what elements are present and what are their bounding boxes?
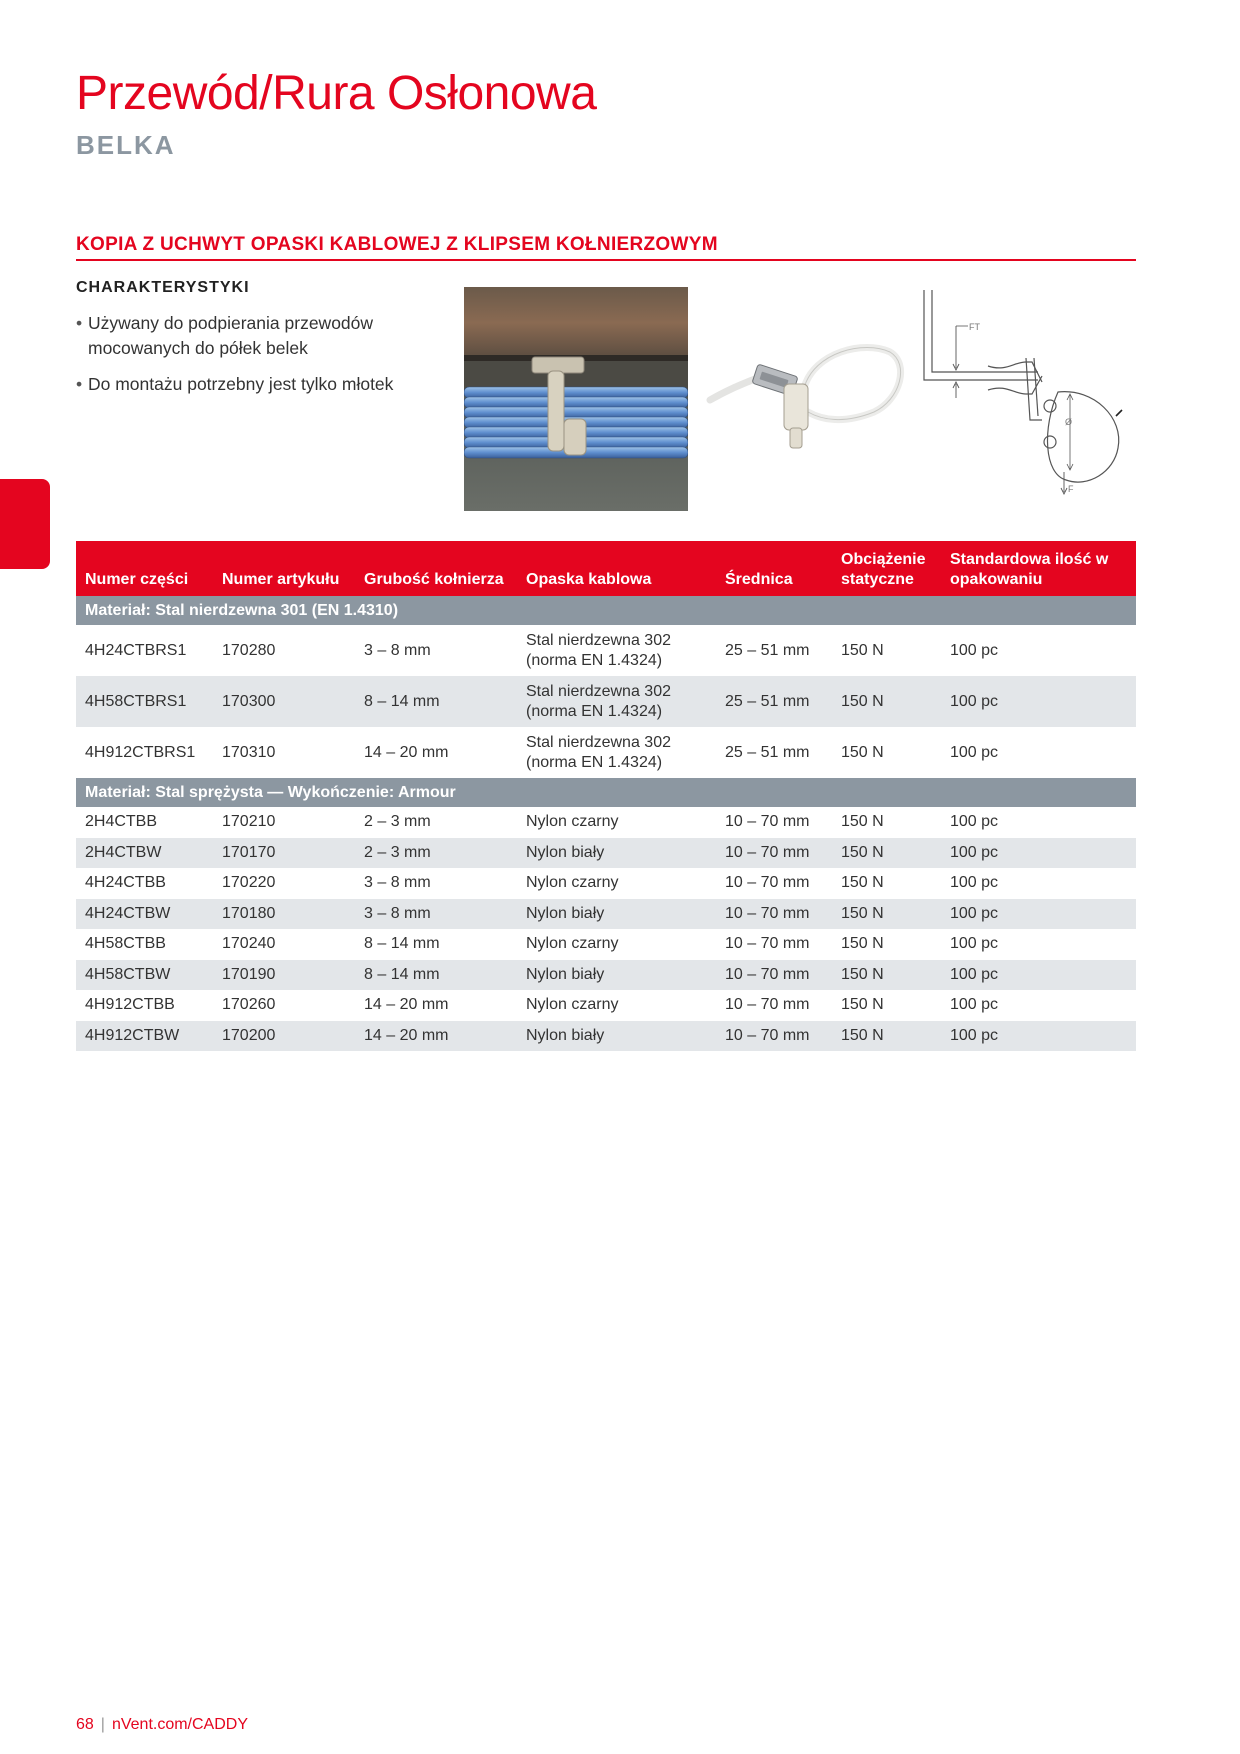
header-standard-quantity: Standardowa ilość w opakowaniu <box>941 541 1136 596</box>
cell-part-number: 4H24CTBRS1 <box>85 641 187 659</box>
group-label: Materiał: Stal nierdzewna 301 (EN 1.4310) <box>76 596 1136 625</box>
spec-table <box>76 541 1136 1051</box>
cell-static-load: 150 N <box>832 899 941 930</box>
cell-flange-thickness: 3 – 8 mm <box>364 641 431 659</box>
table-row <box>76 727 1136 778</box>
cell-article-number: 170240 <box>222 935 276 953</box>
cell-part-number: 4H58CTBB <box>85 935 166 953</box>
cell-static-load: 150 N <box>832 676 941 727</box>
cell-article-number: 170180 <box>213 899 355 930</box>
cell-flange-thickness: 3 – 8 mm <box>364 874 431 892</box>
cell-article-number: 170200 <box>213 1021 355 1052</box>
cell-diameter: 10 – 70 mm <box>716 899 832 930</box>
cell-flange-thickness: 14 – 20 mm <box>355 1021 517 1052</box>
table-row <box>76 899 1136 930</box>
cell-part-number: 4H58CTBW <box>76 960 213 991</box>
header-flange-thickness: Grubość kołnierza <box>355 541 517 596</box>
header-article-number: Numer artykułu <box>213 541 355 596</box>
cell-diameter: 25 – 51 mm <box>725 743 810 761</box>
features-list <box>76 311 436 408</box>
table-group-row <box>76 596 1136 625</box>
cell-static-load: 150 N <box>841 874 884 892</box>
cell-cable-tie: Nylon biały <box>517 960 716 991</box>
cell-flange-thickness: 2 – 3 mm <box>364 813 431 831</box>
page-footer <box>76 1716 248 1734</box>
diagram-label-ft: FT <box>969 322 980 332</box>
cell-flange-thickness: 8 – 14 mm <box>355 676 517 727</box>
cell-quantity: 100 pc <box>941 838 1136 869</box>
cell-cable-tie: Stal nierdzewna 302 (norma EN 1.4324) <box>526 733 671 771</box>
cell-cable-tie: Nylon biały <box>517 899 716 930</box>
product-image <box>704 342 906 467</box>
table-row <box>76 929 1136 960</box>
table-row <box>76 960 1136 991</box>
feature-item: • Do montażu potrzebny jest tylko młotek <box>76 372 436 397</box>
cell-static-load: 150 N <box>832 960 941 991</box>
table-row <box>76 625 1136 676</box>
cell-article-number: 170190 <box>213 960 355 991</box>
cell-diameter: 10 – 70 mm <box>725 813 810 831</box>
cell-article-number: 170210 <box>222 813 276 831</box>
cell-static-load: 150 N <box>841 641 884 659</box>
cell-flange-thickness: 14 – 20 mm <box>364 743 449 761</box>
cell-part-number: 4H912CTBRS1 <box>85 743 196 761</box>
page-number: 68 <box>76 1716 94 1733</box>
diagram-label-diameter: Ø <box>1065 417 1073 427</box>
cell-diameter: 10 – 70 mm <box>716 1021 832 1052</box>
cell-part-number: 4H24CTBB <box>85 874 166 892</box>
cell-quantity: 100 pc <box>941 899 1136 930</box>
table-row <box>76 676 1136 727</box>
cell-article-number: 170260 <box>222 996 276 1014</box>
cell-static-load: 150 N <box>832 1021 941 1052</box>
cell-quantity: 100 pc <box>950 743 999 761</box>
feature-item: • Używany do podpierania przewodów mocowanych do półek belek <box>76 311 436 361</box>
cell-cable-tie: Nylon czarny <box>526 935 619 953</box>
cell-quantity: 100 pc <box>950 874 999 892</box>
cell-quantity: 100 pc <box>941 676 1136 727</box>
footer-link[interactable]: nVent.com/CADDY <box>111 1716 249 1733</box>
diagram-label-f: F <box>1068 484 1074 494</box>
cell-static-load: 150 N <box>841 996 884 1014</box>
cell-diameter: 10 – 70 mm <box>716 838 832 869</box>
section-title: KOPIA Z UCHWYT OPASKI KABLOWEJ Z KLIPSEM KOŁNIERZOWYM <box>76 234 718 255</box>
cell-diameter: 10 – 70 mm <box>716 960 832 991</box>
table-row <box>76 1021 1136 1052</box>
cell-diameter: 10 – 70 mm <box>725 874 810 892</box>
cell-flange-thickness: 8 – 14 mm <box>364 935 440 953</box>
cell-cable-tie: Stal nierdzewna 302 (norma EN 1.4324) <box>517 676 716 727</box>
cell-part-number: 2H4CTBB <box>85 813 158 831</box>
cell-part-number: 4H24CTBW <box>76 899 213 930</box>
installation-photo <box>464 287 688 511</box>
group-label: Materiał: Stal sprężysta — Wykończenie: Armour <box>76 778 1136 807</box>
header-static-load: Obciążenie statyczne <box>832 541 941 596</box>
table-row <box>76 838 1136 869</box>
cell-static-load: 150 N <box>832 838 941 869</box>
cell-static-load: 150 N <box>841 813 884 831</box>
cell-article-number: 170280 <box>222 641 276 659</box>
side-tab-marker <box>0 479 50 569</box>
cell-cable-tie: Nylon czarny <box>526 874 619 892</box>
table-group-row <box>76 778 1136 807</box>
cell-flange-thickness: 2 – 3 mm <box>355 838 517 869</box>
cell-article-number: 170220 <box>222 874 276 892</box>
cell-static-load: 150 N <box>841 935 884 953</box>
cell-quantity: 100 pc <box>941 960 1136 991</box>
cell-article-number: 170310 <box>222 743 276 761</box>
cell-diameter: 25 – 51 mm <box>725 641 810 659</box>
cell-quantity: 100 pc <box>950 813 999 831</box>
technical-diagram <box>918 288 1138 508</box>
cell-quantity: 100 pc <box>950 935 999 953</box>
section-divider <box>76 259 1136 261</box>
footer-separator: | <box>100 1716 105 1733</box>
table-row <box>76 868 1136 899</box>
cell-article-number: 170170 <box>213 838 355 869</box>
cell-static-load: 150 N <box>841 743 884 761</box>
cell-part-number: 4H58CTBRS1 <box>76 676 213 727</box>
cell-quantity: 100 pc <box>950 996 999 1014</box>
header-diameter: Średnica <box>716 541 832 596</box>
cell-diameter: 10 – 70 mm <box>725 935 810 953</box>
cell-flange-thickness: 8 – 14 mm <box>355 960 517 991</box>
header-part-number: Numer części <box>76 541 213 596</box>
cell-cable-tie: Stal nierdzewna 302 (norma EN 1.4324) <box>526 631 671 669</box>
cell-quantity: 100 pc <box>950 641 999 659</box>
cell-flange-thickness: 14 – 20 mm <box>364 996 449 1014</box>
header-cable-tie: Opaska kablowa <box>517 541 716 596</box>
cell-cable-tie: Nylon czarny <box>526 996 619 1014</box>
cell-cable-tie: Nylon czarny <box>526 813 619 831</box>
cell-flange-thickness: 3 – 8 mm <box>355 899 517 930</box>
table-header-row <box>76 541 1136 596</box>
cell-cable-tie: Nylon biały <box>517 1021 716 1052</box>
cell-part-number: 2H4CTBW <box>76 838 213 869</box>
cell-cable-tie: Nylon biały <box>517 838 716 869</box>
cell-part-number: 4H912CTBW <box>76 1021 213 1052</box>
page-subtitle: BELKA <box>76 130 176 160</box>
page-title: Przewód/Rura Osłonowa <box>76 67 597 120</box>
table-row <box>76 990 1136 1021</box>
features-heading: CHARAKTERYSTYKI <box>76 279 250 296</box>
cell-article-number: 170300 <box>213 676 355 727</box>
cell-diameter: 10 – 70 mm <box>725 996 810 1014</box>
cell-diameter: 25 – 51 mm <box>716 676 832 727</box>
cell-quantity: 100 pc <box>941 1021 1136 1052</box>
cell-part-number: 4H912CTBB <box>85 996 175 1014</box>
table-row <box>76 807 1136 838</box>
